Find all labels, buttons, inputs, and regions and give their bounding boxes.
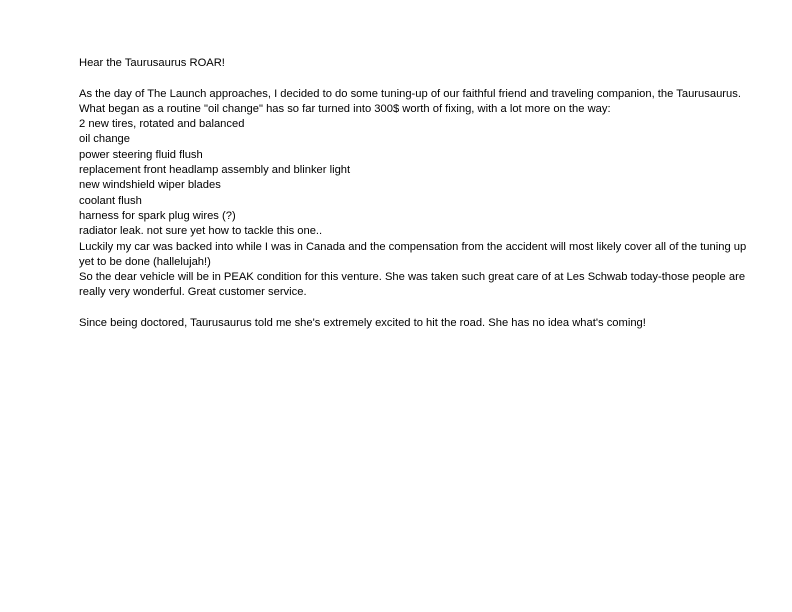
list-item: 2 new tires, rotated and balanced	[79, 118, 245, 131]
intro-paragraph: As the day of The Launch approaches, I decided to do some tuning-up of our faithful friend and traveling companion, the Taurusaurus.	[79, 87, 741, 100]
list-item: harness for spark plug wires (?)	[79, 209, 236, 222]
list-item: coolant flush	[79, 194, 142, 207]
list-item: oil change	[79, 133, 131, 146]
list-item: power steering fluid flush	[79, 148, 203, 161]
document-body	[79, 56, 749, 331]
began-line: What began as a routine "oil change" has so far turned into 300$ worth of fixing, with a lot more on the way:	[79, 102, 611, 115]
peak-paragraph: So the dear vehicle will be in PEAK condition for this venture. She was taken such great care of at Les Schwab today-those people are really very wonderful. Great customer service.	[79, 271, 746, 299]
list-item: new windshield wiper blades	[79, 179, 221, 192]
document-title: Hear the Taurusaurus ROAR!	[79, 57, 225, 69]
list-item: replacement front headlamp assembly and blinker light	[79, 164, 351, 177]
paragraph-gap	[79, 301, 749, 316]
list-item: radiator leak. not sure yet how to tackle this one..	[79, 225, 323, 238]
luckily-paragraph: Luckily my car was backed into while I was in Canada and the compensation from the accident will most likely cover all of the tuning up yet to be done (hallelujah!)	[79, 240, 747, 268]
closing-paragraph: Since being doctored, Taurusaurus told me she's extremely excited to hit the road. She has no idea what's coming!	[79, 317, 646, 330]
paragraph-gap	[79, 71, 749, 86]
